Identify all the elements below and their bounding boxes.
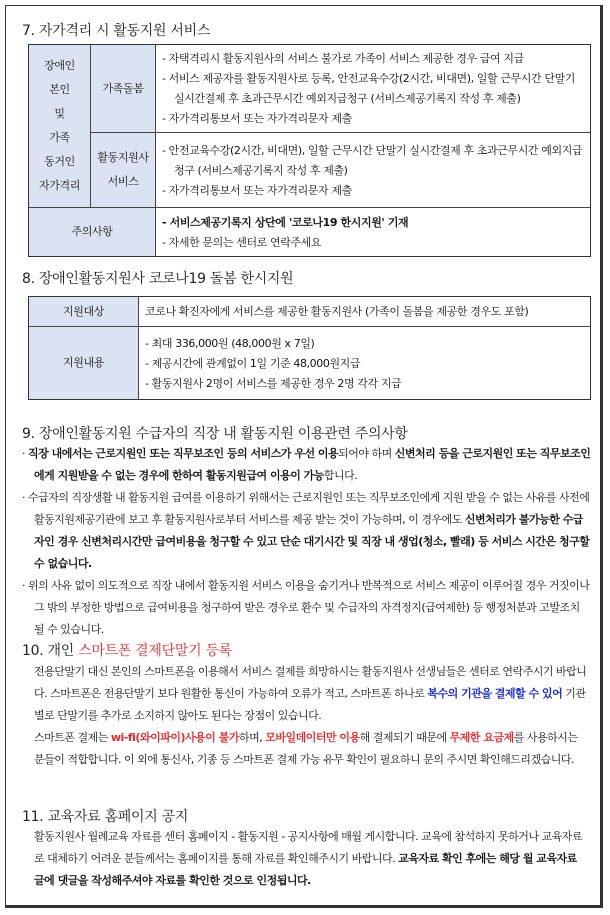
list-item: - 자택격리시 활동지원사의 서비스 불가로 가족이 서비스 제공한 경우 급여 지급 bbox=[162, 52, 524, 65]
text: 하며, bbox=[238, 731, 266, 744]
text: 를 사용하시는 분들이 적합합니다. 이 외에 통신사, 기종 등 스마트폰 결제 가능 유무 확인이 필요하니 문의 주시면 확인해드리겠습니다. bbox=[34, 731, 578, 766]
list-item: - 서비스 제공자를 활동지원사로 등록, 안전교육수강(2시간, 비대면), 일할 근무시간 단말기 실시간결제 후 초과근무시간 예외지급청구 (서비스제공기록지 작성 후 제출) bbox=[162, 72, 576, 105]
title-highlight: 스마트폰 결제단말기 등록 bbox=[78, 643, 232, 659]
label-line: 자가격리 bbox=[39, 179, 80, 192]
family-care-label: 가족돌봄 bbox=[91, 45, 156, 133]
red-highlight: 모바일데이터만 이용 bbox=[265, 731, 360, 744]
title-prefix: 10. 개인 bbox=[22, 643, 79, 659]
self-quarantine-table bbox=[28, 44, 591, 257]
bold-text: 신변처리가 불가능한 수급자인 경우 신변처리시간만 급여비용을 청구할 수 있고 단순 대기시간 및 직장 내 생업(청소, 빨래) 등 서비스 시간은 청구할 수 없습니다. bbox=[34, 513, 590, 570]
bullet-paragraph bbox=[22, 575, 592, 641]
bold-text: 교육자료 확인 후에는 해당 월 교육자료 글에 댓글을 작성해주셔야 자료를 확인한 것으로 인정됩니다. bbox=[34, 852, 577, 887]
label-line: 본인 bbox=[49, 83, 70, 96]
text: 수급자의 직장생활 내 활동지원 급여를 이용하기 위해서는 근로지원인 또는 직무보조인에게 지원 받을 수 없는 사유를 사전에 활동지원제공기관에 보고 후 활동지원사로부터 서비스를 제공 받는 것이 가능하며, 이 경우에도 bbox=[28, 491, 590, 526]
notes-content bbox=[156, 208, 591, 257]
content-label: 지원내용 bbox=[29, 327, 139, 400]
label-line: 장애인 bbox=[44, 59, 75, 72]
red-highlight: wi-fi(와이파이)사용이 불가 bbox=[110, 731, 239, 744]
section-10-body bbox=[34, 661, 590, 771]
text: 해 결제되기 때문에 bbox=[359, 731, 450, 744]
bold-text: 신변처리 등을 근로지원인 또는 직무보조인에게 지원받을 수 없는 경우에 한하여 활동지원급여 이용이 가능 bbox=[34, 447, 591, 482]
label-line: 동거인 bbox=[44, 155, 75, 168]
list-item: - 제공시간에 관계없이 1일 기준 48,000원지급 bbox=[145, 356, 361, 370]
section-11-title: 11. 교육자료 홈페이지 공지 bbox=[22, 809, 189, 825]
list-item: - 최대 336,000원 (48,000원 x 7일) bbox=[145, 336, 315, 350]
bold-text: 직장 내에서는 근로지원인 또는 직무보조인 등의 서비스가 우선 이용 bbox=[28, 447, 339, 460]
text: 스마트폰 결제는 bbox=[34, 731, 111, 744]
row-group-label bbox=[29, 45, 91, 208]
paragraph bbox=[34, 727, 590, 771]
list-item: - 안전교육수강(2시간, 비대면), 일할 근무시간 단말기 실시간결제 후 초과근무시간 예외지급청구 (서비스제공기록지 작성 후 제출) bbox=[162, 143, 583, 177]
section-11-body bbox=[34, 826, 590, 892]
section-9-body bbox=[22, 443, 592, 641]
target-label: 지원대상 bbox=[29, 297, 139, 327]
list-item: - 자가격리통보서 또는 자가격리문자 제출 bbox=[162, 183, 352, 197]
list-item: - 서비스제공기록지 상단에 '코로나19 한시지원' 기재 bbox=[162, 215, 409, 229]
family-care-content bbox=[156, 45, 591, 133]
red-highlight: 무제한 요금제 bbox=[449, 731, 514, 744]
label-line: 가족 bbox=[49, 131, 70, 144]
bullet-dot: · bbox=[22, 447, 25, 460]
notes-label: 주의사항 bbox=[29, 208, 156, 257]
label-line: 서비스 bbox=[107, 175, 139, 188]
bullet-dot: · bbox=[22, 579, 25, 592]
assistant-service-content bbox=[156, 133, 591, 208]
text: 합니다. bbox=[323, 469, 358, 482]
bullet-paragraph bbox=[22, 487, 592, 575]
text: 전용단말기 대신 본인의 스마트폰을 이용해서 서비스 결제를 희망하시는 활동지원사 선생님들은 센터로 연락주시기 바랍니다. 스마트폰은 전용단말기 보다 원활한 통신이 가능하여 오류가 적고, 스마트폰 하나로 bbox=[34, 665, 587, 700]
target-value: 코로나 확진자에게 서비스를 제공한 활동지원사 (가족이 돌봄을 제공한 경우도 포함) bbox=[139, 297, 591, 327]
section-8-title: 8. 장애인활동지원사 코로나19 돌봄 한시지원 bbox=[22, 271, 294, 287]
section-10-title bbox=[22, 640, 232, 660]
list-item: - 활동지원사 2명이 서비스를 제공한 경우 2명 각각 지급 bbox=[145, 376, 402, 390]
label-line: 및 bbox=[54, 107, 65, 120]
list-item: - 자가격리통보서 또는 자가격리문자 제출 bbox=[162, 112, 352, 125]
section-7-title: 7. 자가격리 시 활동지원 서비스 bbox=[22, 23, 211, 39]
blue-highlight: 복수의 기관을 결제할 수 있어 bbox=[427, 687, 563, 700]
assistant-service-label bbox=[91, 133, 156, 208]
text: 되어야 하며 bbox=[338, 447, 395, 460]
corona-support-table bbox=[28, 296, 591, 400]
list-item: - 자세한 문의는 센터로 연락주세요 bbox=[162, 235, 322, 249]
label-line: 활동지원사 bbox=[97, 151, 149, 164]
bullet-paragraph bbox=[22, 443, 592, 487]
text: 기관별로 단말기를 추가로 소지하지 않아도 된다는 장점이 있습니다. bbox=[34, 687, 586, 722]
content-value bbox=[139, 327, 591, 400]
text: 활동지원사 월례교육 자료를 센터 홈페이지 - 활동지원 - 공지사항에 매월 게시합니다. 교육에 참석하지 못하거나 교육자료로 대체하기 어려운 분들께서는 홈페이지를 통해 자료를 확인해주시기 바랍니다. bbox=[34, 830, 583, 865]
paragraph bbox=[34, 661, 590, 727]
bullet-dot: · bbox=[22, 491, 25, 504]
text: 위의 사유 없이 의도적으로 직장 내에서 활동지원 서비스 이용을 숨기거나 반복적으로 서비스 제공이 이루어질 경우 거짓이나 그 밖의 부정한 방법으로 급여비용을 청구하여 받은 경우로 환수 및 수급자의 자격정지(급여제한) 등 행정처분과 고발조치 될 수 있습니다. bbox=[28, 579, 590, 636]
section-9-title: 9. 장애인활동지원 수급자의 직장 내 활동지원 이용관련 주의사항 bbox=[22, 426, 408, 442]
